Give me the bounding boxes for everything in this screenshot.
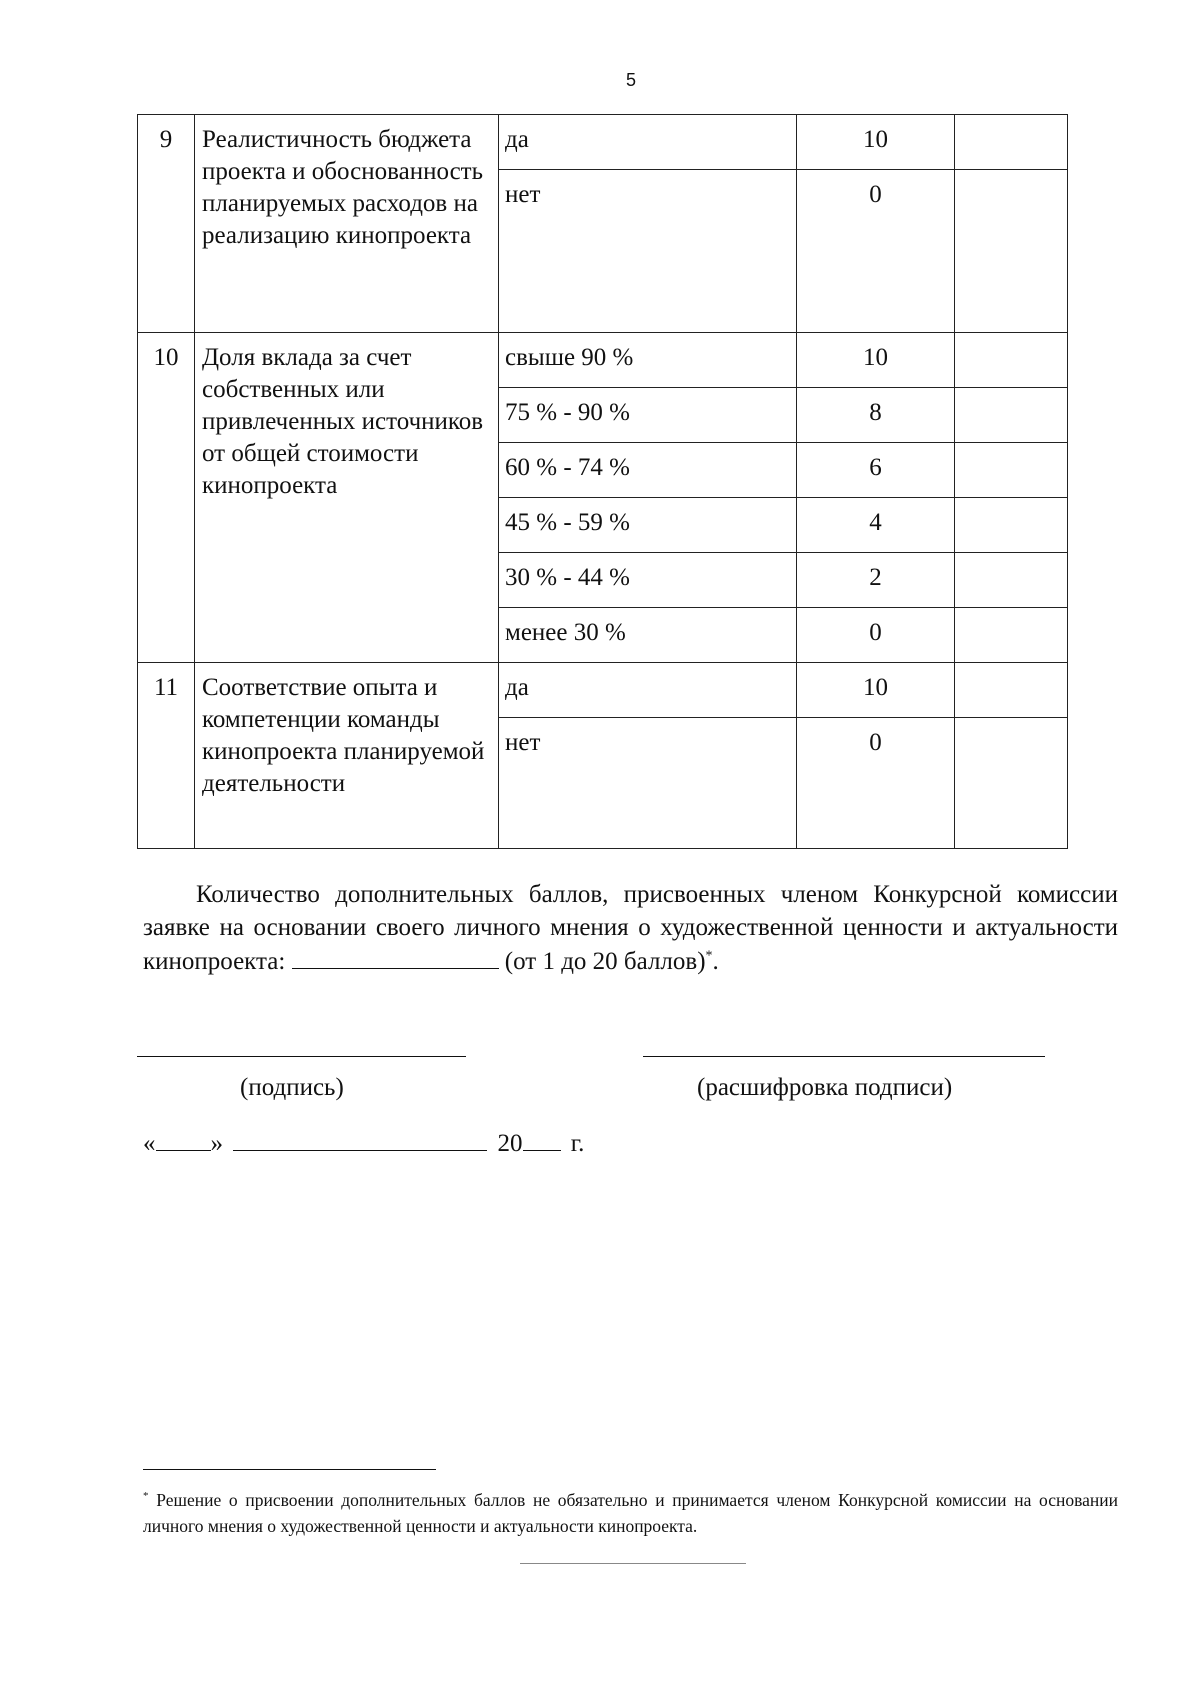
date-year-suffix: г. — [570, 1130, 585, 1157]
score-entry-cell[interactable] — [955, 170, 1068, 333]
option-label: менее 30 % — [499, 608, 797, 663]
option-score: 0 — [797, 718, 955, 849]
date-year-prefix: 20 — [497, 1130, 523, 1157]
date-close-quote: » — [210, 1130, 223, 1157]
score-entry-cell[interactable] — [955, 498, 1068, 553]
points-range-text: (от 1 до 20 баллов) — [504, 948, 706, 975]
option-score: 2 — [797, 553, 955, 608]
additional-points-field[interactable] — [292, 944, 499, 969]
date-month-field[interactable] — [233, 1126, 487, 1151]
option-score: 0 — [797, 170, 955, 333]
option-label: 60 % - 74 % — [499, 443, 797, 498]
footnote-divider — [143, 1469, 436, 1470]
row-number: 10 — [138, 333, 195, 663]
paragraph-text: Количество дополнительных баллов, присвоенных членом Конкурсной комиссии заявке на основании своего личного мнения о художественной ценности и актуальности кинопроекта: — [143, 881, 1118, 975]
score-entry-cell[interactable] — [955, 388, 1068, 443]
criterion-text: Доля вклада за счет собственных или привлеченных источников от общей стоимости кинопроекта — [195, 333, 499, 663]
criterion-text: Соответствие опыта и компетенции команды кинопроекта планируемой деятельности — [195, 663, 499, 849]
row-number: 9 — [138, 115, 195, 333]
signature-decoding-line[interactable] — [643, 1056, 1045, 1057]
paragraph-end: . — [712, 948, 719, 975]
option-score: 0 — [797, 608, 955, 663]
option-label: 75 % - 90 % — [499, 388, 797, 443]
signature-label: (подпись) — [240, 1074, 344, 1101]
score-entry-cell[interactable] — [955, 718, 1068, 849]
table-row — [138, 115, 1068, 170]
footnote-marker: * — [705, 948, 713, 964]
score-entry-cell[interactable] — [955, 663, 1068, 718]
page-number: 5 — [625, 70, 636, 90]
footnote-marker: * — [143, 1490, 149, 1502]
additional-points-paragraph — [143, 878, 1118, 978]
signature-line[interactable] — [137, 1056, 466, 1057]
option-label: 30 % - 44 % — [499, 553, 797, 608]
score-entry-cell[interactable] — [955, 443, 1068, 498]
option-score: 4 — [797, 498, 955, 553]
score-entry-cell[interactable] — [955, 553, 1068, 608]
row-number: 11 — [138, 663, 195, 849]
option-score: 10 — [797, 663, 955, 718]
date-open-quote: « — [143, 1130, 156, 1157]
footnote-text: Решение о присвоении дополнительных баллов не обязательно и принимается членом Конкурсной комиссии на основании личного мнения о художественной ценности и актуальности кинопроекта. — [143, 1489, 1119, 1536]
table-row — [138, 663, 1068, 718]
option-label: нет — [499, 170, 797, 333]
date-year-field[interactable] — [523, 1126, 561, 1151]
date-day-field[interactable] — [156, 1126, 211, 1151]
bottom-divider — [520, 1563, 746, 1564]
option-label: нет — [499, 718, 797, 849]
criteria-table — [137, 114, 1068, 849]
score-entry-cell[interactable] — [955, 115, 1068, 170]
option-label: да — [499, 115, 797, 170]
option-label: да — [499, 663, 797, 718]
option-score: 10 — [797, 115, 955, 170]
date-line — [143, 1126, 584, 1158]
criterion-text: Реалистичность бюджета проекта и обоснованность планируемых расходов на реализацию кинопроекта — [195, 115, 499, 333]
signature-decoding-label: (расшифровка подписи) — [697, 1074, 953, 1101]
table-row — [138, 333, 1068, 388]
option-score: 6 — [797, 443, 955, 498]
score-entry-cell[interactable] — [955, 608, 1068, 663]
footnote — [143, 1483, 1118, 1539]
option-label: свыше 90 % — [499, 333, 797, 388]
option-score: 8 — [797, 388, 955, 443]
score-entry-cell[interactable] — [955, 333, 1068, 388]
option-score: 10 — [797, 333, 955, 388]
option-label: 45 % - 59 % — [499, 498, 797, 553]
